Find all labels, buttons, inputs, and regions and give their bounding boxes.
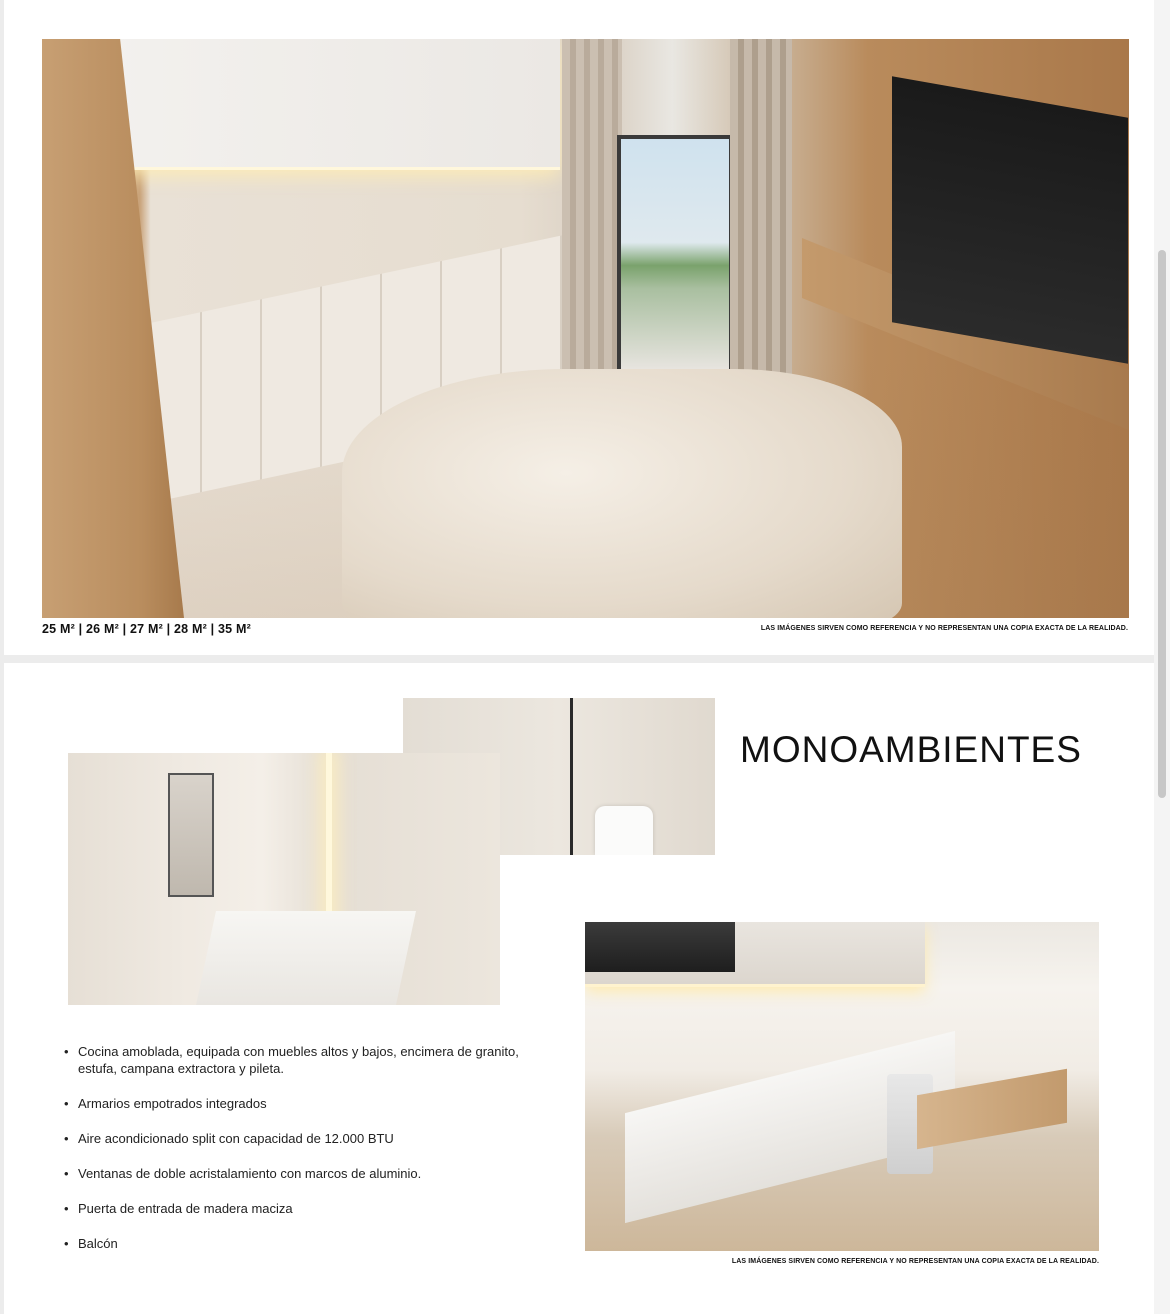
page-2 [4, 663, 1154, 1314]
feature-item: • Aire acondicionado split con capacidad de 12.000 BTU [64, 1130, 534, 1147]
toilet [595, 806, 653, 855]
tv-screen [892, 76, 1128, 364]
features-list [64, 1043, 534, 1270]
feature-item: • Cocina amoblada, equipada con muebles altos y bajos, encimera de granito, estufa, campana extractora y pileta. [64, 1043, 534, 1077]
page-1 [4, 0, 1154, 655]
bed [342, 369, 902, 618]
balcony-window [617, 135, 733, 373]
scrollbar-thumb[interactable] [1158, 250, 1166, 798]
mirror [168, 773, 214, 897]
bathroom-photo [68, 753, 500, 1005]
bedroom-photo [42, 39, 1129, 618]
feature-item: • Armarios empotrados integrados [64, 1095, 534, 1112]
sink [196, 911, 416, 1005]
page-title: MONOAMBIENTES [740, 729, 1082, 770]
feature-item: • Ventanas de doble acristalamiento con marcos de aluminio. [64, 1165, 534, 1182]
image-disclaimer: LAS IMÁGENES SIRVEN COMO REFERENCIA Y NO REPRESENTAN UNA COPIA EXACTA DE LA REALIDAD. [760, 625, 1128, 632]
vertical-scrollbar[interactable] [1154, 0, 1170, 1314]
image-disclaimer: LAS IMÁGENES SIRVEN COMO REFERENCIA Y NO REPRESENTAN UNA COPIA EXACTA DE LA REALIDAD. [731, 1258, 1099, 1265]
unit-sizes: 25 M² | 26 M² | 27 M² | 28 M² | 35 M² [42, 622, 251, 636]
feature-item: • Puerta de entrada de madera maciza [64, 1200, 534, 1217]
upper-cabinets [104, 39, 560, 170]
microwave [585, 922, 735, 972]
kitchen-photo [585, 922, 1099, 1251]
feature-item: • Balcón [64, 1235, 534, 1252]
glass-divider [570, 698, 573, 855]
